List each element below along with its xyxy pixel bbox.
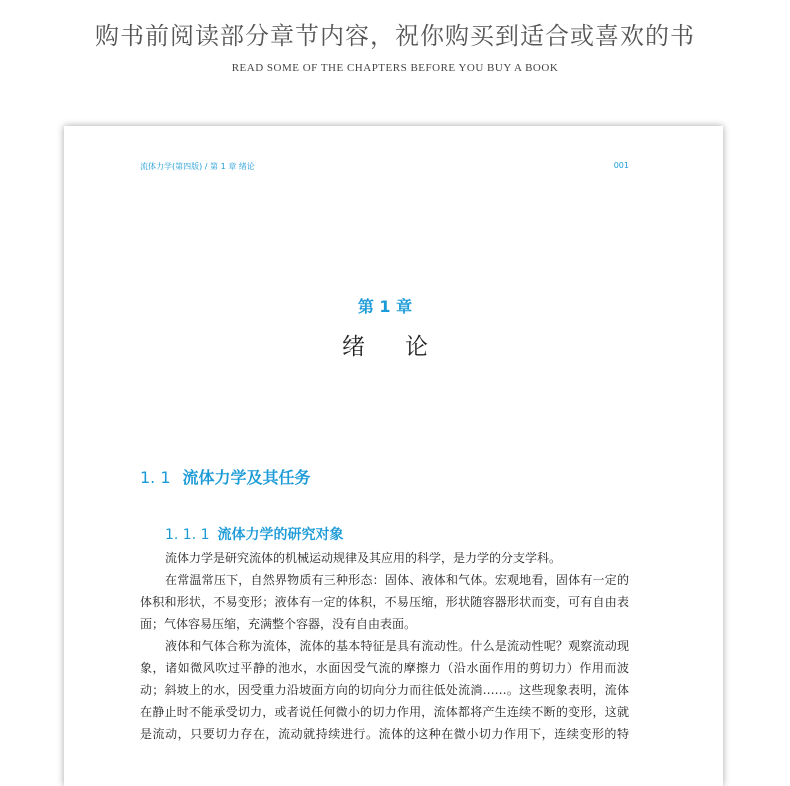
chapter-title-left: 绪 bbox=[342, 334, 365, 360]
subsection-heading bbox=[165, 524, 344, 544]
subsection-title: 流体力学的研究对象 bbox=[217, 527, 344, 543]
banner-title: 购书前阅读部分章节内容，祝你购买到适合或喜欢的书 bbox=[95, 22, 695, 50]
section-title: 流体力学及其任务 bbox=[182, 468, 311, 487]
body-line: 在常温常压下，自然界物质有三种形态：固体、液体和气体。宏观地看，固体有一定的 bbox=[165, 573, 629, 587]
page-number: 001 bbox=[613, 161, 629, 170]
chapter-title-right: 论 bbox=[405, 334, 428, 360]
body-line: 是流动，只要切力存在，流动就持续进行。流体的这种在微小切力作用下，连续变形的特 bbox=[140, 727, 629, 741]
book-page-preview bbox=[64, 126, 723, 786]
body-text bbox=[140, 547, 629, 745]
banner-subtitle: READ SOME OF THE CHAPTERS BEFORE YOU BUY A BOOK bbox=[231, 62, 559, 74]
body-line: 动；斜坡上的水，因受重力沿坡面方向的切向分力而往低处流淌……。这些现象表明，流体 bbox=[140, 683, 629, 697]
running-head: 流体力学(第四版) / 第 1 章 绪论 bbox=[140, 162, 255, 171]
body-line: 面；气体容易压缩，充满整个容器，没有自由表面。 bbox=[140, 617, 417, 631]
chapter-title bbox=[64, 328, 706, 361]
body-line: 象，诸如微风吹过平静的池水，水面因受气流的摩擦力（沿水面作用的剪切力）作用而波 bbox=[140, 661, 629, 675]
body-line: 流体力学是研究流体的机械运动规律及其应用的科学，是力学的分支学科。 bbox=[165, 551, 562, 565]
section-number: 1. 1 bbox=[140, 468, 171, 487]
body-line: 在静止时不能承受切力，或者说任何微小的切力作用，流体都将产生连续不断的变形，这就 bbox=[140, 705, 629, 719]
body-line: 体积和形状，不易变形；液体有一定的体积，不易压缩，形状随容器形状而变，可有自由表 bbox=[140, 595, 629, 609]
subsection-number: 1. 1. 1 bbox=[165, 527, 210, 543]
section-heading bbox=[140, 465, 311, 488]
chapter-number: 第 1 章 bbox=[357, 297, 413, 316]
body-line: 液体和气体合称为流体，流体的基本特征是具有流动性。什么是流动性呢？观察流动现 bbox=[165, 639, 629, 653]
